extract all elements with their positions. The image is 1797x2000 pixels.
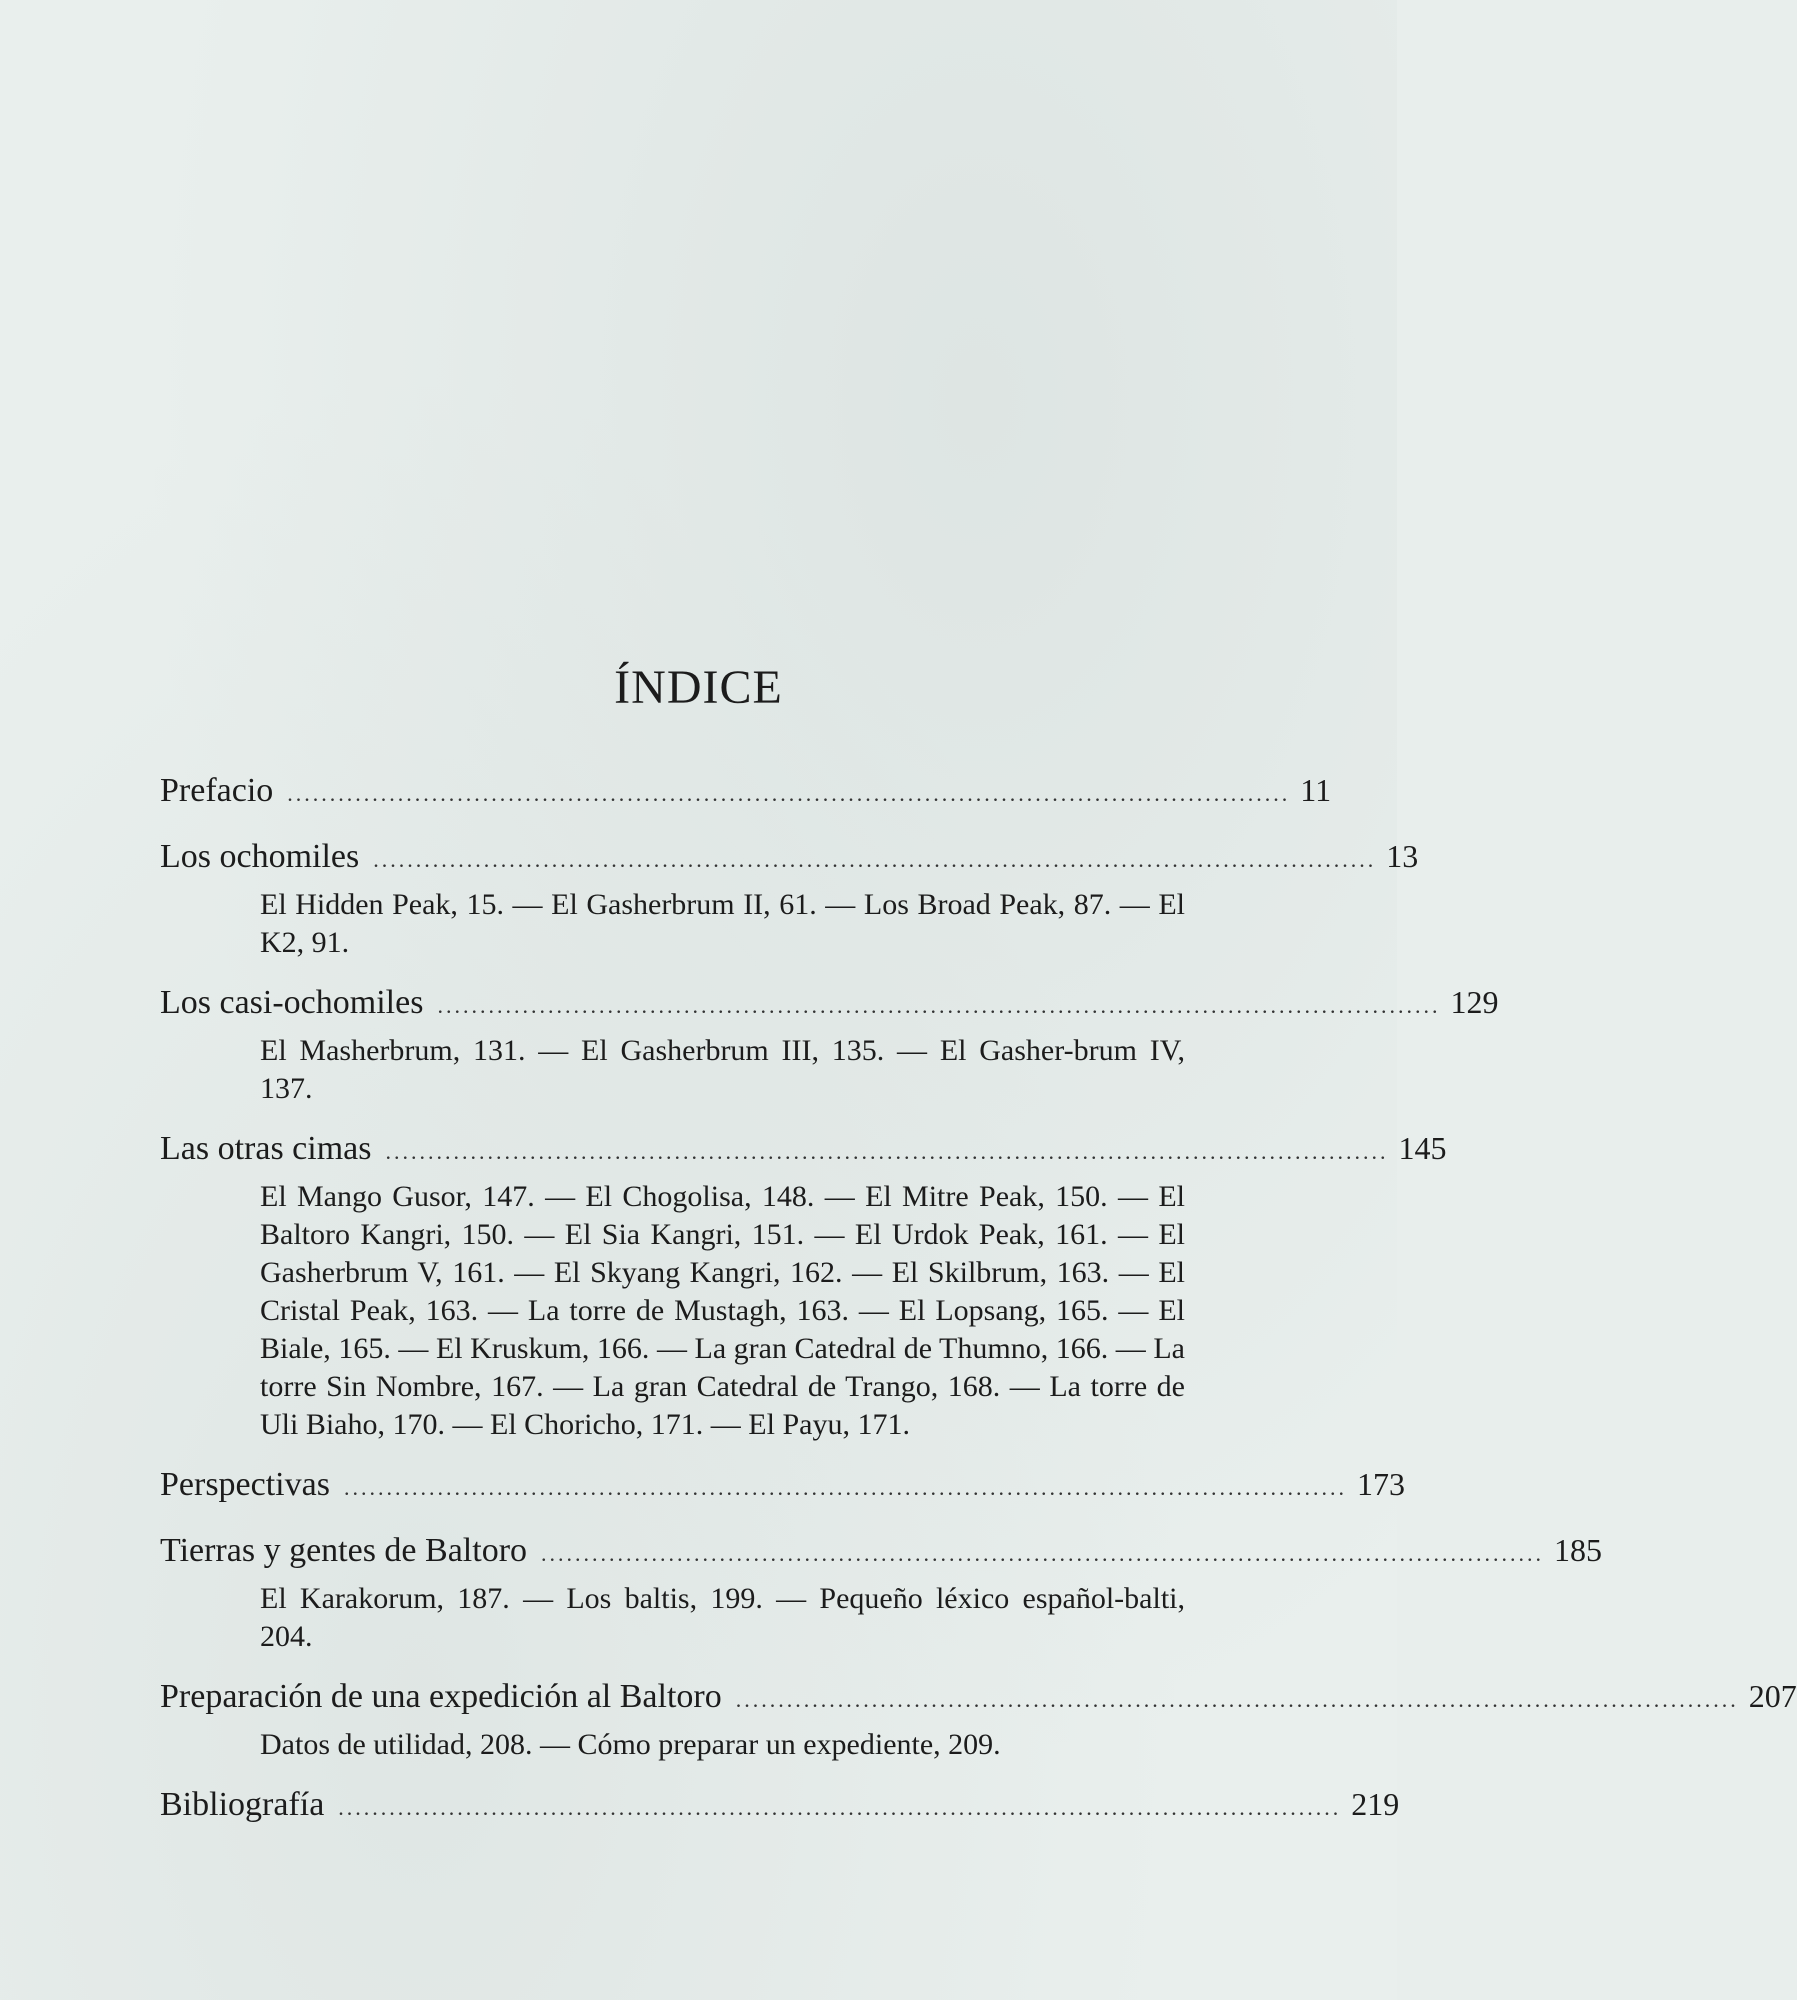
toc-entry-bibliografia: [160, 1784, 1400, 1828]
toc-entry-title: Bibliografía: [160, 1786, 325, 1823]
toc-entry-ochomiles: [160, 836, 1419, 880]
dot-leader: ......................................................................................................................: [338, 1795, 1342, 1820]
dot-leader: ......................................................................................................................: [343, 1475, 1347, 1500]
toc-entry-details: El Masherbrum, 131. — El Gasherbrum III, 135. — El Gasher-brum IV, 137.: [260, 1034, 1185, 1105]
table-of-contents: [160, 770, 1797, 1828]
toc-page-number: 11: [1300, 772, 1332, 808]
toc-page-number: 129: [1450, 984, 1499, 1020]
toc-entry-title: Tierras y gentes de Baltoro: [160, 1532, 528, 1569]
toc-page-number: 185: [1554, 1532, 1603, 1568]
toc-entry-perspectivas: [160, 1464, 1405, 1508]
page-title: ÍNDICE: [614, 661, 783, 715]
toc-entry-details: Datos de utilidad, 208. — Cómo preparar un expediente, 209.: [260, 1728, 1001, 1761]
toc-page-number: 13: [1386, 838, 1419, 874]
toc-entry-details: El Hidden Peak, 15. — El Gasherbrum II, 61. — Los Broad Peak, 87. — El K2, 91.: [260, 888, 1185, 959]
toc-entry-otras-cimas: [160, 1128, 1447, 1172]
toc-page-number: 145: [1398, 1130, 1447, 1166]
toc-entry-title: Los ochomiles: [160, 838, 360, 875]
toc-page-number: 207: [1748, 1678, 1797, 1714]
toc-entry-casi-ochomiles: [160, 982, 1499, 1026]
toc-entry-tierras-gentes: [160, 1530, 1603, 1574]
toc-entry-details: El Mango Gusor, 147. — El Chogolisa, 148. — El Mitre Peak, 150. — El Baltoro Kangri, 150. — El Sia Kangri, 151. — El Urdok Peak, 161. — El Gasherbrum V, 161. — El Skyang Kangri, 162. — El Skilbrum, 163. — El Cristal Peak, 163. — La torre de Mustagh, 163. — El Lopsang, 165. — El Biale, 165. — El Kruskum, 166. — La gran Catedral de Thumno, 166. — La torre Sin Nombre, 167. — La gran Catedral de Trango, 168. — La torre de Uli Biaho, 170. — El Choricho, 171. — El Payu, 171.: [260, 1180, 1185, 1441]
dot-leader: ......................................................................................................................: [735, 1687, 1739, 1712]
toc-entry-prefacio: [160, 770, 1332, 814]
toc-entry-title: Prefacio: [160, 772, 274, 809]
toc-entry-title: Las otras cimas: [160, 1130, 372, 1167]
toc-entry-title: Los casi-ochomiles: [160, 984, 424, 1021]
dot-leader: ......................................................................................................................: [287, 781, 1291, 806]
toc-page-number: 173: [1356, 1466, 1405, 1502]
dot-leader: ......................................................................................................................: [385, 1139, 1389, 1164]
toc-entry-preparacion: [160, 1676, 1797, 1720]
toc-entry-title: Preparación de una expedición al Baltoro: [160, 1678, 722, 1715]
dot-leader: ......................................................................................................................: [373, 847, 1377, 872]
dot-leader: ......................................................................................................................: [541, 1541, 1545, 1566]
toc-entry-details: El Karakorum, 187. — Los baltis, 199. — Pequeño léxico español-balti, 204.: [260, 1582, 1185, 1653]
toc-entry-title: Perspectivas: [160, 1466, 330, 1503]
dot-leader: ......................................................................................................................: [437, 993, 1441, 1018]
toc-page-number: 219: [1351, 1786, 1400, 1822]
